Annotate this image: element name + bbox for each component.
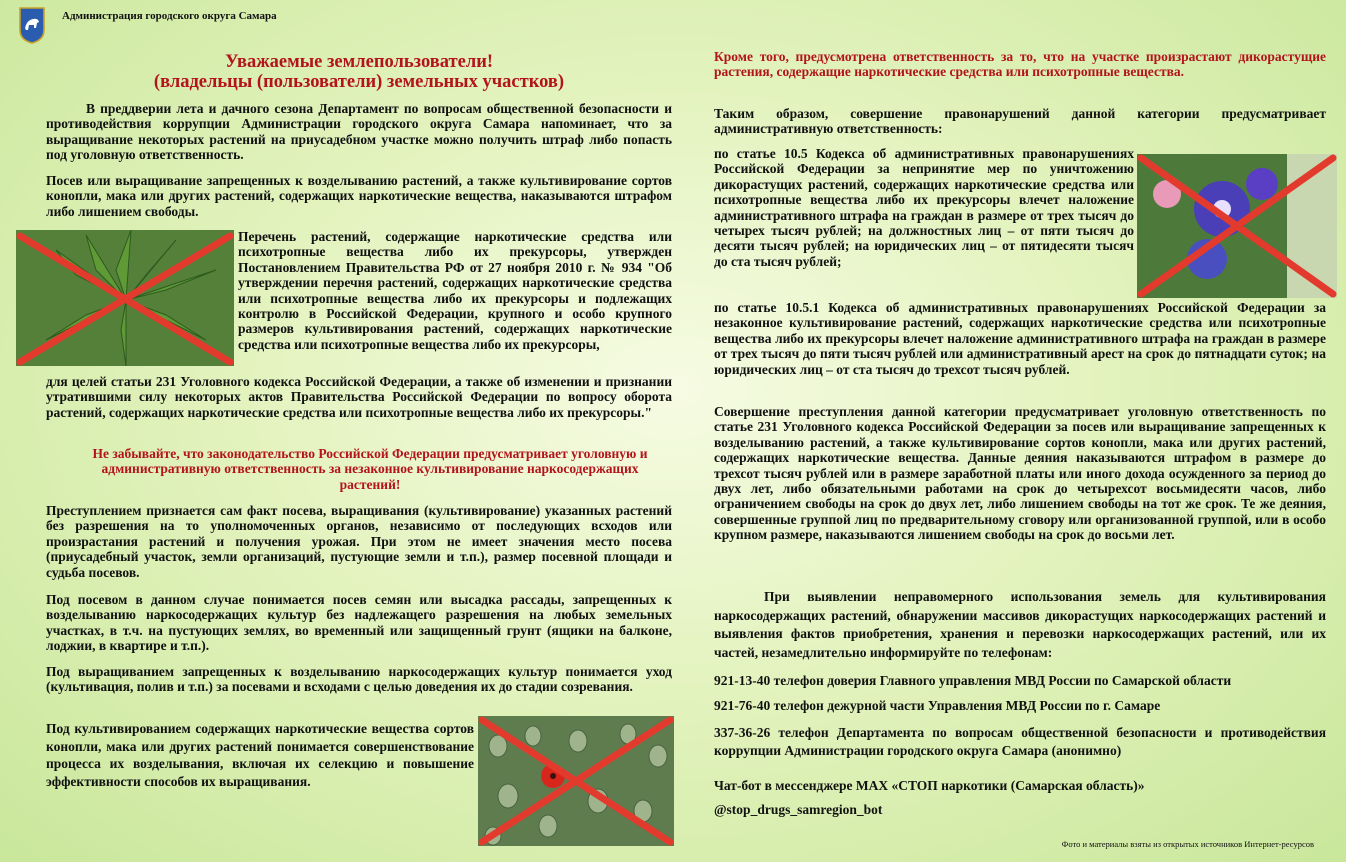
- poppy-photo: [478, 716, 674, 846]
- article-10-5-1-paragraph: по статье 10.5.1 Кодекса об административных правонарушениях Российской Федерации за незаконное культивирование растений, содержащих наркотические средства или психотропные вещества либо их прекурсоры влечет наложение административного штрафа на граждан в размере от трех тысяч до пяти тысяч рублей или административный арест на срок до пятнадцати суток; на юридических лиц – от ста тысяч до трехсот тысяч рублей.: [714, 300, 1326, 377]
- cannabis-photo: [16, 230, 234, 366]
- title-line-1: Уважаемые землепользователи!: [224, 52, 494, 72]
- samara-crest-icon: [18, 6, 46, 44]
- wild-plants-notice: Кроме того, предусмотрена ответственность за то, что на участке произрастают дикорастущие растения, содержащие наркотические средства или психотропные вещества.: [714, 49, 1326, 80]
- phone-line-mvd-samara: 921-76-40 телефон дежурной части Управления МВД России по г. Самаре: [714, 698, 1161, 713]
- page-title: [46, 52, 672, 92]
- growing-definition-paragraph: Под выращиванием запрещенных к возделыванию наркосодержащих культур понимается уход (культивация, полив и т.п.) за посевами и всходами с целью доведения их до стадии созревания.: [46, 664, 672, 695]
- cultivation-definition-paragraph: Под культивированием содержащих наркотические вещества сортов конопли, мака или других растений понимается совершенствование процесса их возделывания, включая их селекцию и повышение эффективности способов их выращивания.: [46, 721, 474, 789]
- criminal-liability-paragraph: Совершение преступления данной категории предусматривает уголовную ответственность по статье 231 Уголовного кодекса Российской Федерации за посев или выращивание запрещенных к возделыванию растений, а также культивирование сортов конопли, мака или других растений, содержащих наркотические вещества. Данные деяния наказываются штрафом в размере до трехсот тысяч рублей или в размере заработной платы или иного дохода осужденного за период до двух лет, либо обязательными работами на срок до четырехсот восьмидесяти часов, либо ограничением свободы на срок до двух лет, либо лишением свободы на тот же срок. Те же деяния, совершенные группой лиц по предварительному сговору или организованной группой, или в особо крупном размере, наказываются лишением свободы на срок до восьми лет.: [714, 404, 1326, 543]
- page-header: [18, 5, 277, 45]
- phone-line-mvd-region: 921-13-40 телефон доверия Главного управления МВД России по Самарской области: [714, 673, 1232, 688]
- title-line-2: (владельцы (пользователи) земельных участков): [153, 72, 565, 92]
- admin-liability-paragraph: Таким образом, совершение правонарушений данной категории предусматривает административную ответственность:: [714, 106, 1326, 137]
- warning-notice: Не забывайте, что законодательство Российской Федерации предусматривает уголовную и административную ответственность за незаконное культивирование наркосодержащих растений!: [92, 446, 648, 492]
- article-10-5-paragraph: по статье 10.5 Кодекса об административных правонарушениях Российской Федерации за непринятие мер по уничтожению дикорастущих растений, содержащих наркотические средства или психотропные вещества либо их прекурсоры влечет наложение административного штрафа на граждан в размере от трех тысяч до четырех тысяч рублей; на должностных лиц – от пяти тысяч до десяти тысяч рублей; на юридических лиц – от пятидесяти тысяч до ста тысяч рублей;: [714, 146, 1134, 269]
- plant-list-paragraph: Перечень растений, содержащие наркотические средства или психотропные вещества либо их прекурсоры, утвержден Постановлением Правительства РФ от 27 ноября 2010 г. № 934 "Об утверждении перечня растений, содержащих наркотические средства или психотропные вещества либо их прекурсоры и подлежащих контролю в Российской Федерации, крупного и особо крупного размеров культивирования растений, содержащих наркотические средства или психотропные вещества либо их прекурсоры,: [238, 229, 672, 352]
- plant-list-paragraph-continued: для целей статьи 231 Уголовного кодекса Российской Федерации, а также об изменении и признании утратившими силу некоторых актов Правительства Российской Федерации по вопросу оборота растений, содержащих наркотические средства или психотропные вещества либо их прекурсоры.": [46, 374, 672, 420]
- phone-line-department: 337-36-26 телефон Департамента по вопросам общественной безопасности и противодействия коррупции Администрации городского округа Самара (анонимно): [714, 725, 1326, 758]
- morning-glory-photo: [1137, 154, 1337, 298]
- intro-paragraph: В преддверии лета и дачного сезона Департамент по вопросам общественной безопасности и противодействия коррупции Администрации городского округа Самара напоминает, что за выращивание некоторых растений на приусадебном участке можно получить штраф либо попасть под уголовную ответственность.: [46, 101, 672, 163]
- org-name: Администрация городского округа Самара: [62, 10, 277, 22]
- report-request-paragraph: При выявлении неправомерного использования земель для культивирования наркосодержащих растений, обнаружении массивов дикорастущих наркосодержащих растений и выявления фактов приобретения, хранения и перевозки наркосодержащих растений, или их частей, незамедлительно информируйте по телефонам:: [714, 589, 1326, 660]
- chatbot-handle: @stop_drugs_samregion_bot: [714, 802, 883, 817]
- crime-definition-paragraph: Преступлением признается сам факт посева, выращивания (культивирование) указанных растений без разрешения на то уполномоченных органов, независимо от последующих всходов или произрастания растений и получения урожая. При этом не имеет значения место посева (приусадебный участок, земли организаций, пустующие земли и т.п.), размер посевной площади и судьба посевов.: [46, 503, 672, 580]
- photo-credit-footer: Фото и материалы взяты из открытых источников Интернет-ресурсов: [1061, 839, 1314, 849]
- chatbot-line: Чат-бот в мессенджере MAX «СТОП наркотики (Самарская область)»: [714, 778, 1145, 793]
- sowing-paragraph: Посев или выращивание запрещенных к возделыванию растений, а также культивирование сортов конопли, мака или других растений, содержащих наркотические вещества, наказываются штрафом либо лишением свободы.: [46, 173, 672, 219]
- sowing-definition-paragraph: Под посевом в данном случае понимается посев семян или высадка рассады, запрещенных к возделыванию наркосодержащих культур без надлежащего разрешения на любых земельных участках, в т.ч. на пустующих землях, во временный или защищенный грунт (ящики на балконе, лоджии, в квартире и т.п.).: [46, 592, 672, 654]
